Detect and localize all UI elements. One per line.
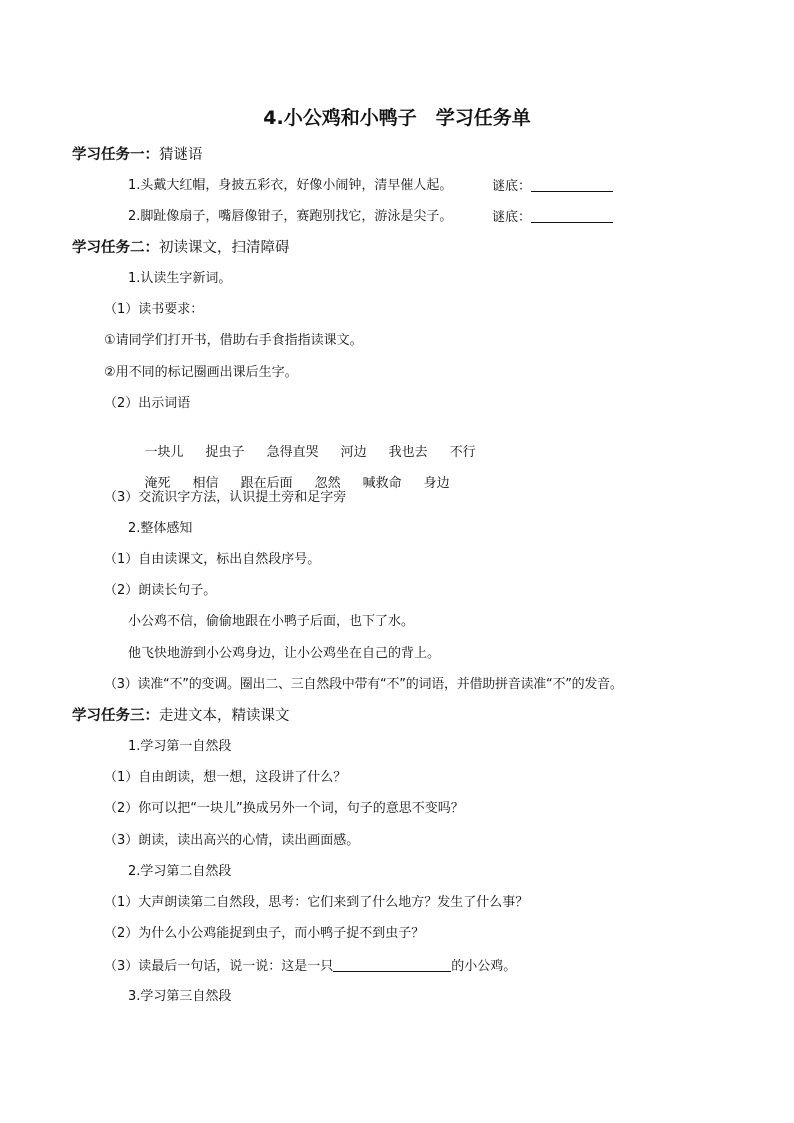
task3-paragraph3: 3.学习第三自然段 [128,989,232,1004]
task3-paragraph1: 1.学习第一自然段 [128,739,232,754]
task3-paragraph2-q2: （2）为什么小公鸡能捉到虫子，而小鸭子捉不到虫子？ [104,926,425,941]
riddle-1-text: 1.头戴大红帽，身披五彩衣，好像小闹钟，清早催人起。 [128,178,453,193]
vocab-word: 捉虫子 [205,445,245,460]
task3-paragraph2-q3-suffix: 的小公鸡。 [451,959,517,974]
riddle-2-text: 2.脚趾像扇子，嘴唇像钳子，赛跑别找它，游泳是尖子。 [128,209,453,224]
task2-heading-label: 学习任务二： [72,240,159,256]
task3-heading-tail: 走进文本，精读课文 [159,708,290,724]
vocab-word: 一块儿 [144,445,184,460]
task3-heading-label: 学习任务三： [72,708,159,724]
task2-heading [72,239,290,257]
task2-step2: 2.整体感知 [128,521,193,536]
riddle-2-answer-label: 谜底： [492,210,532,225]
task2-step1-3: （3）交流识字方法，认识提土旁和足字旁 [104,490,347,505]
long-sentence-1: 小公鸡不信，偷偷地跟在小鸭子后面，也下了水。 [128,614,415,629]
vocab-word: 我也去 [388,445,428,460]
task2-step1: 1.认读生字新词。 [128,271,232,286]
task1-heading-tail: 猜谜语 [159,147,203,163]
vocab-word: 跟在后面 [240,476,293,491]
task1-heading [72,146,203,164]
task3-paragraph1-q3: （3）朗读，读出高兴的心情，读出画面感。 [104,833,360,848]
task3-paragraph2-q3-prefix: （3）读最后一句话，说一说：这是一只 [104,959,334,974]
task3-paragraph2-q1: （1）大声朗读第二自然段，思考：它们来到了什么地方？发生了什么事？ [104,895,529,910]
task2-requirement-1: ①请同学们打开书，借助右手食指指读课文。 [104,333,363,348]
task3-paragraph2: 2.学习第二自然段 [128,864,232,879]
riddle-1-answer-label: 谜底： [492,179,532,194]
long-sentence-2: 他飞快地游到小公鸡身边，让小公鸡坐在自己的背上。 [128,646,441,661]
vocab-word: 不行 [449,445,476,460]
task3-paragraph1-q1: （1）自由朗读，想一想，这段讲了什么？ [104,770,347,785]
page-title: 4.小公鸡和小鸭子 学习任务单 [263,107,531,129]
vocab-word: 喊救命 [362,476,402,491]
riddle-1-answer [492,177,613,196]
task2-step2-2: （2）朗读长句子。 [104,583,217,598]
riddle-1-answer-blank[interactable] [531,177,613,192]
task2-step1-1: （1）读书要求： [104,302,204,317]
riddle-2-answer [492,208,613,227]
task2-step2-3: （3）读准“不”的变调。圈出二、三自然段中带有“不”的词语，并借助拼音读准“不”的发音。 [104,677,623,692]
task2-heading-tail: 初读课文，扫清障碍 [159,240,290,256]
task1-heading-label: 学习任务一： [72,147,159,163]
vocab-word: 淹死 [144,476,171,491]
vocab-word: 相信 [192,476,219,491]
riddle-2-answer-blank[interactable] [531,208,613,223]
task2-step1-2: （2）出示词语 [104,396,191,411]
task2-requirement-2: ②用不同的标记圈画出课后生字。 [104,365,298,380]
vocab-word: 身边 [423,476,450,491]
vocab-word: 河边 [340,445,367,460]
task3-paragraph1-q2: （2）你可以把“一块儿”换成另外一个词，句子的意思不变吗？ [104,801,464,816]
vocab-word: 忽然 [314,476,341,491]
task3-heading [72,707,290,725]
task2-step2-1: （1）自由读课文，标出自然段序号。 [104,552,321,567]
fill-in-blank[interactable] [333,957,451,972]
vocab-word: 急得直哭 [266,445,319,460]
task3-paragraph2-q3 [104,957,516,976]
